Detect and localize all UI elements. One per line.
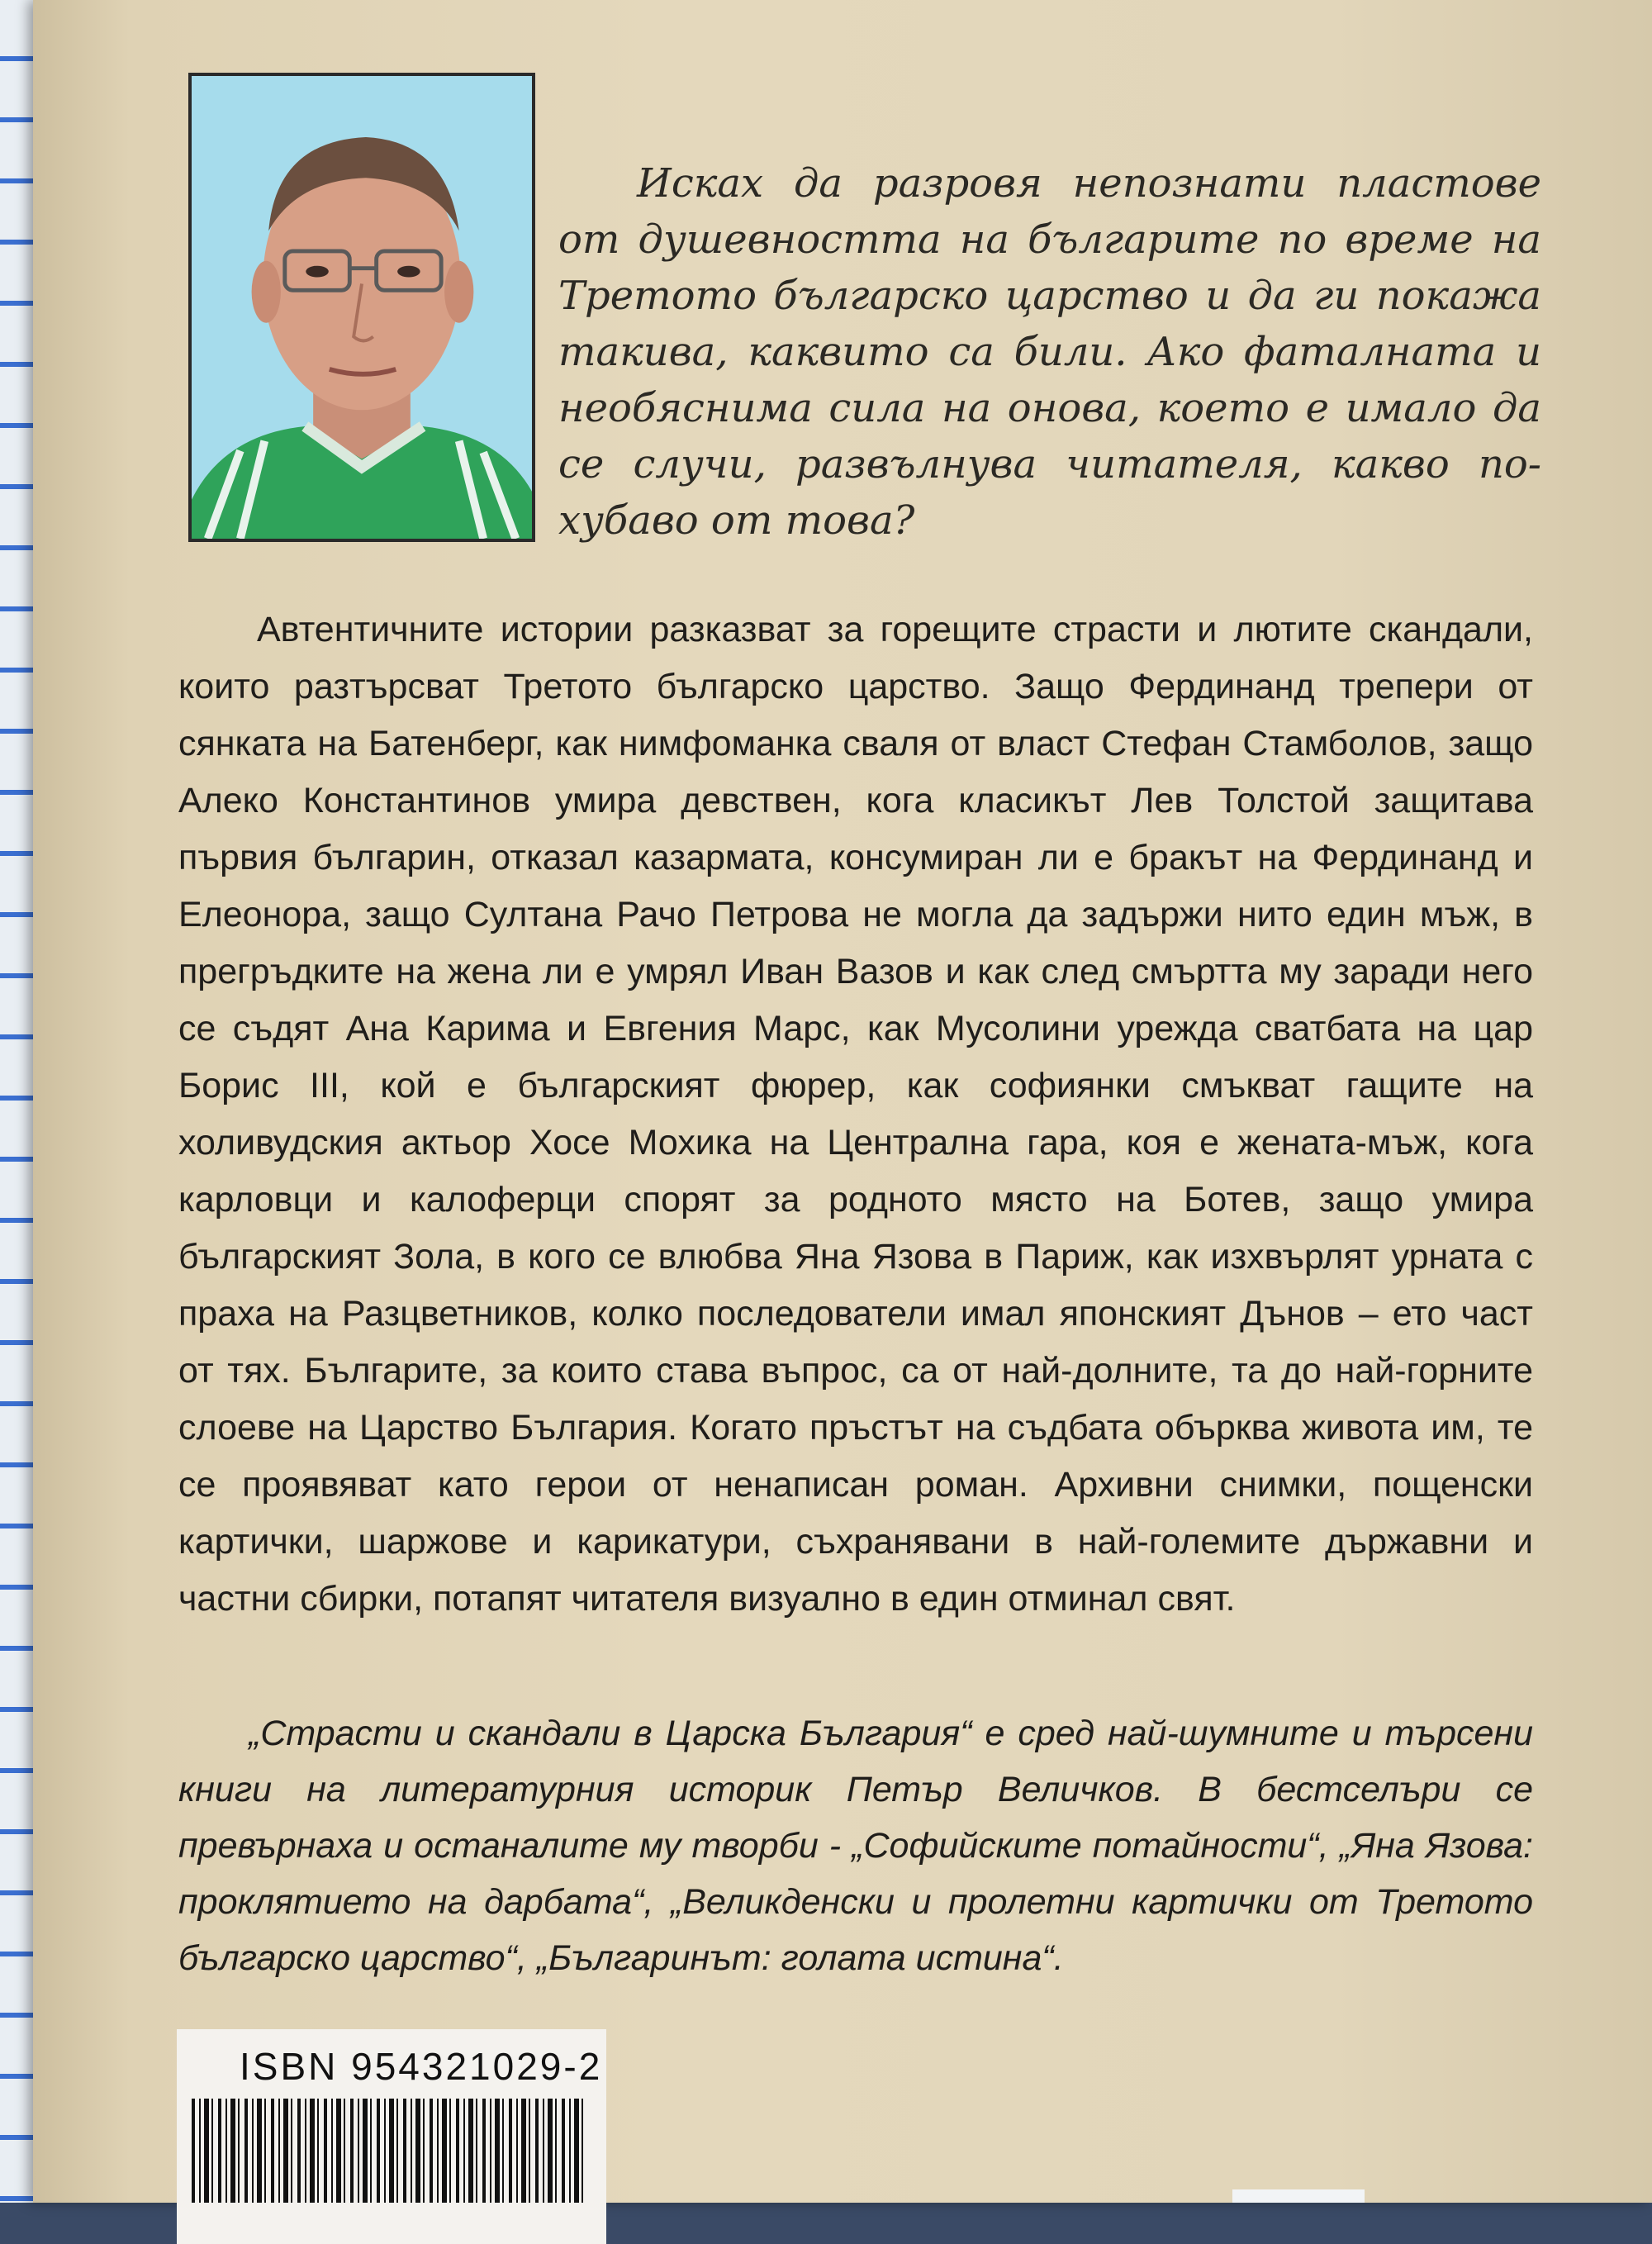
price-tag (1232, 2189, 1365, 2203)
about-author-paragraph: „Страсти и скандали в Царска България“ е сред най-шумните и търсени книги на литературния историк Петър Величков. В бестселъри се превърнаха и останалите му творби - „Софийските потайности“, „Яна Язова: проклятието на дарбата“, „Великденски и пролетни картички от Третото българско царство“, „Българинът: голата истина“. (178, 1714, 1533, 1978)
barcode-icon (192, 2099, 588, 2203)
author-portrait-drawing (192, 76, 532, 539)
author-quote: Исках да разровя непознати пластове от душевността на българите по време на Третото българско царство и да ги покажа такива, каквито са били. Ако фаталната и необяснима сила на онова, което е имало да се случи, развълнува читателя, какво по-хубаво от това? (558, 160, 1541, 544)
author-photo (188, 73, 535, 542)
book-description: Автентичните истории разказват за горещите страсти и лютите скандали, които разтърсват Третото българско царство. Защо Фердинанд трепери от сянката на Батенберг, как нимфоманка сваля от власт Стефан Стамболов, защо Алеко Константинов умира девствен, кога класикът Лев Толстой защитава първия българин, отказал казармата, консумиран ли е бракът на Фердинанд и Елеонора, защо Султана Рачо Петрова не могла да задържи нито един мъж, в прегръдките на жена ли е умрял Иван Вазов и как след смъртта му заради него се съдят Ана Карима и Евгения Марс, как Мусолини урежда сватбата на цар Борис III, кой е българският фюрер, как софиянки смъкват гащите на холивудския актьор Хосе Мохика на Централна гара, коя е жената-мъж, кога карловци и калоферци спорят за родното място на Ботев, защо умира българският Зола, в кого се влюбва Яна Язова в Париж, как изхвърлят урната с праха на Разцветников, колко последователи имал японският Дънов – ето част от тях. Българите, за които става въпрос, са от най-долните, та до най-горните слоеве на Царство България. Когато пръстът на съдбата обърква живота им, те се проявяват като герои от ненаписан роман. Архивни снимки, пощенски картички, шаржове и карикатури, съхранявани в най-големите държавни и частни сбирки, потапят читателя визуално в един отминал свят. (178, 610, 1533, 1619)
isbn-label: ISBN 954321029-2 (240, 2045, 603, 2088)
